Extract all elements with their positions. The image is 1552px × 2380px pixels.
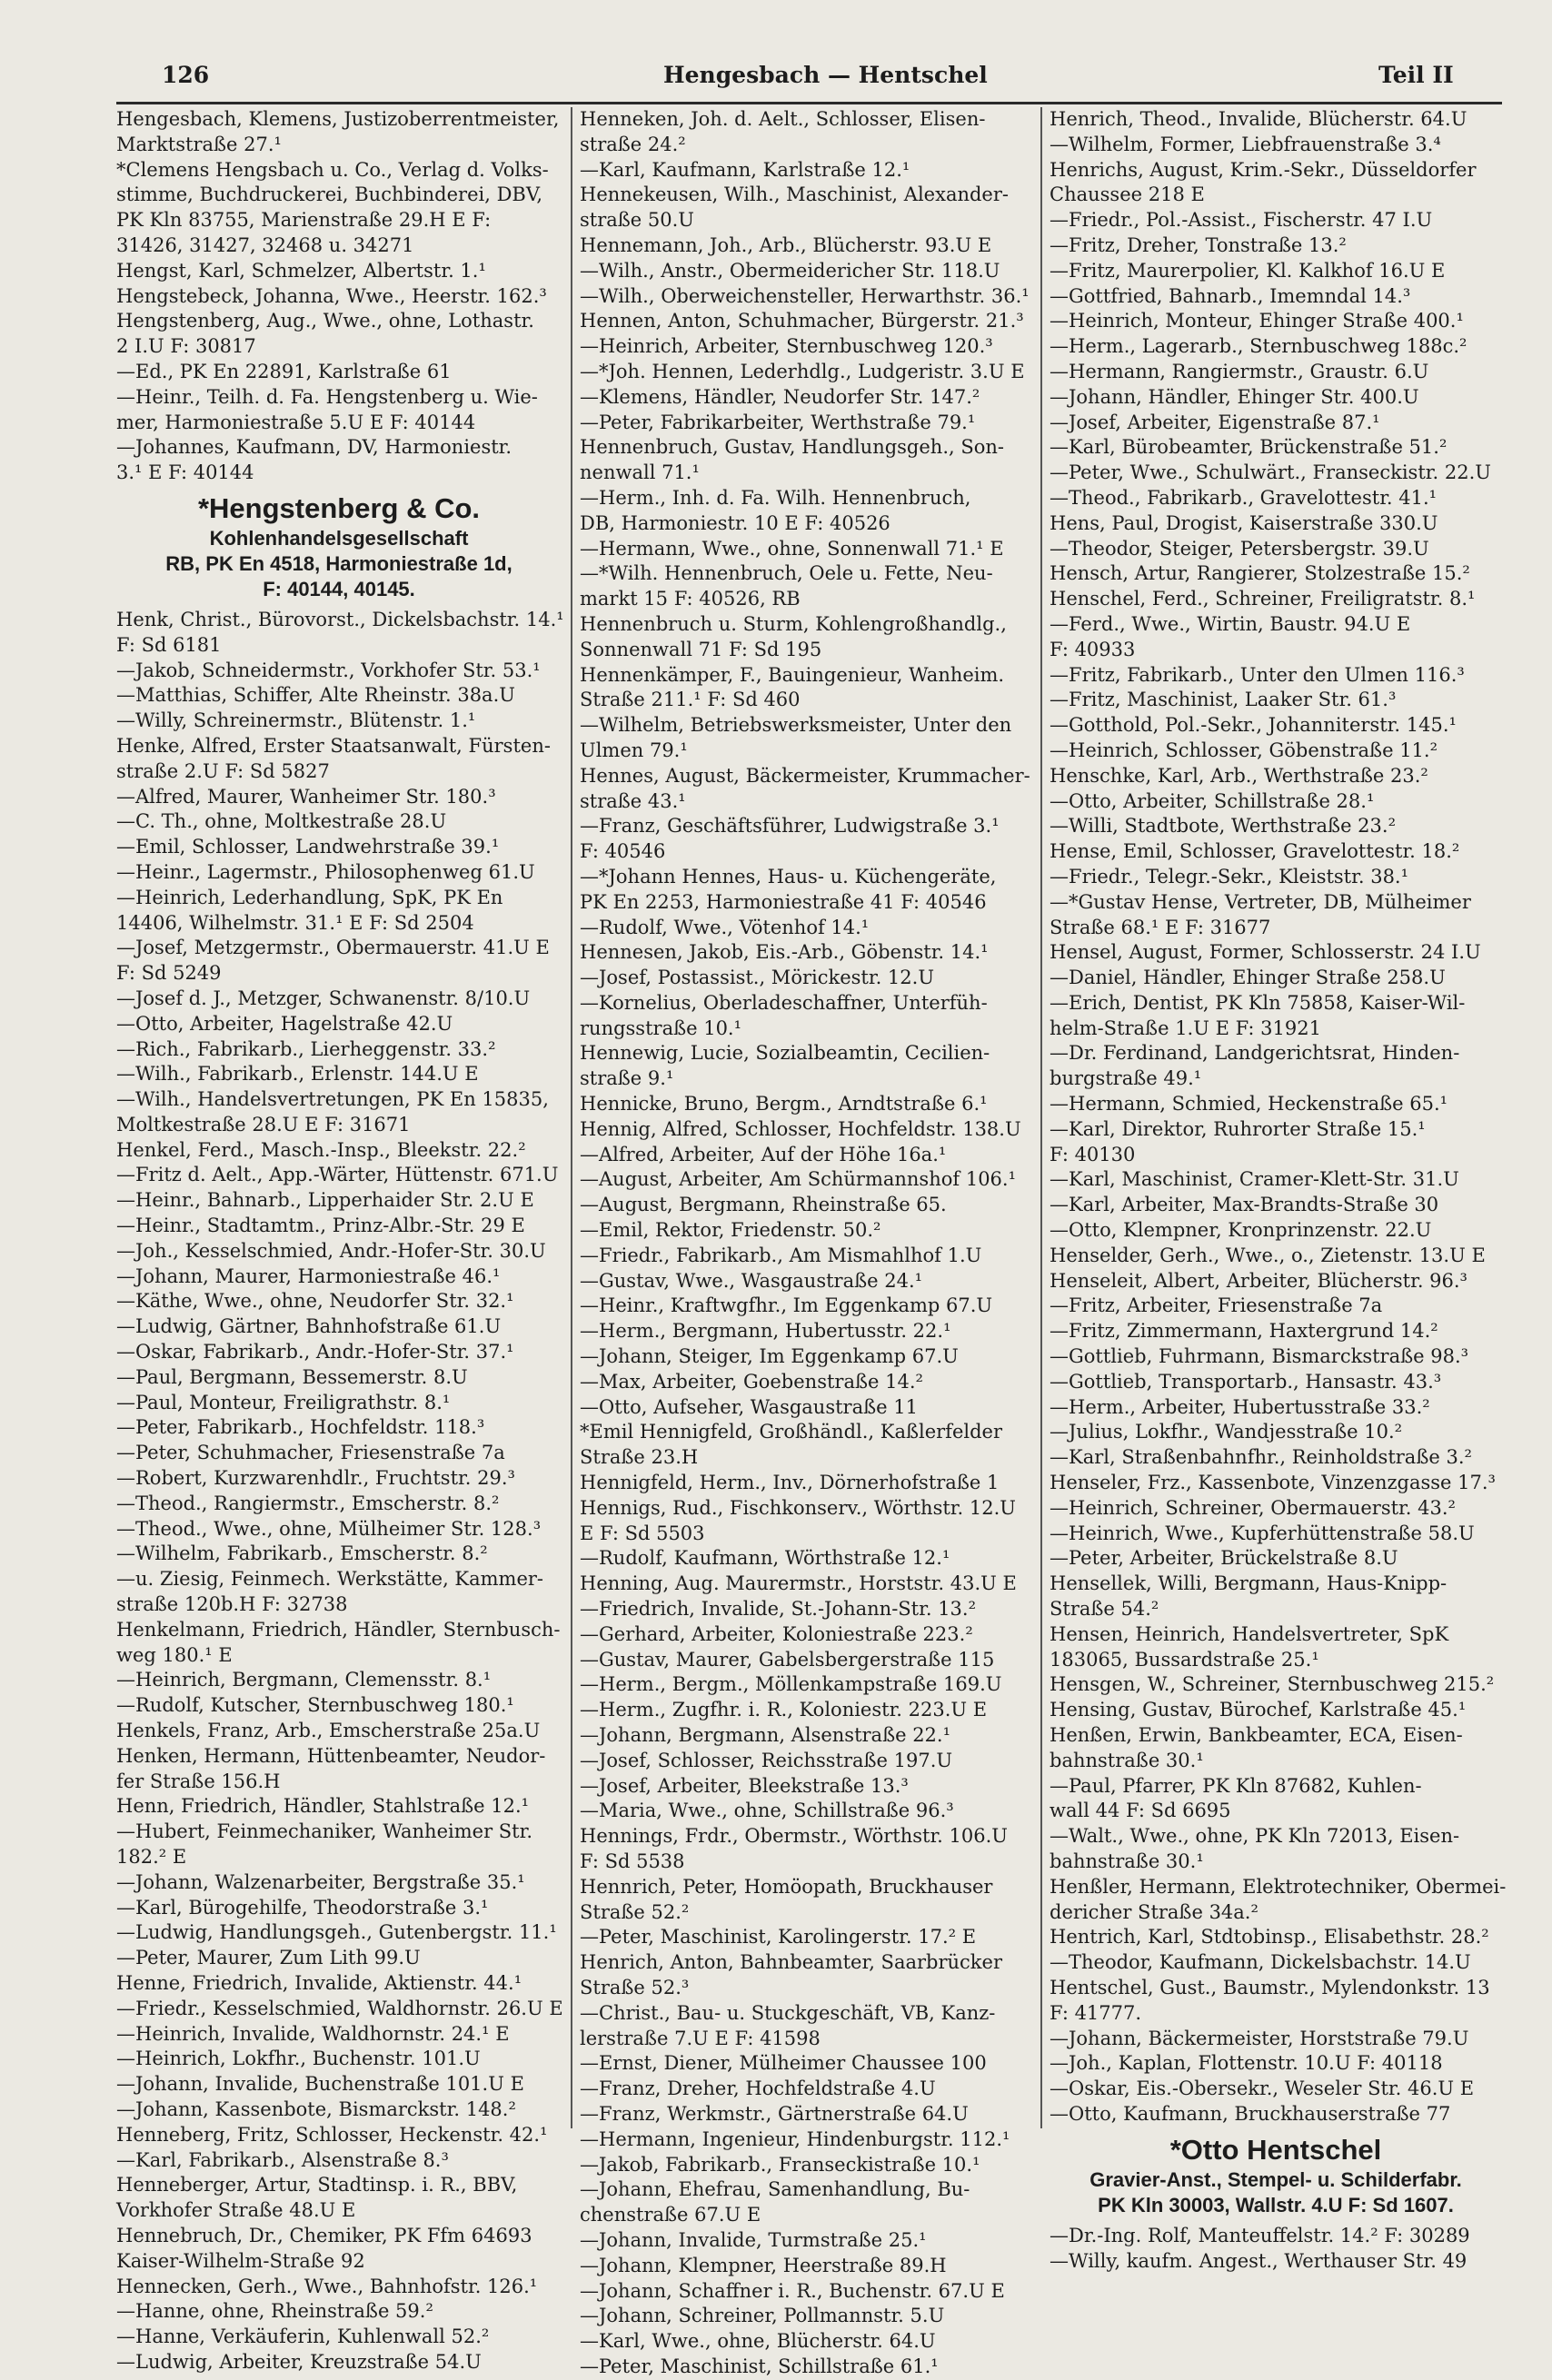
directory-entry: —Karl, Direktor, Ruhrorter Straße 15.¹ (1050, 1117, 1426, 1140)
directory-entry: —Wilh., Oberweichensteller, Herwarthstr. 36.¹ (580, 284, 1030, 307)
directory-entry: —Jakob, Schneidermstr., Vorkhofer Str. 53.¹ (116, 659, 541, 681)
directory-entry: —Fritz, Zimmermann, Haxtergrund 14.² (1050, 1320, 1438, 1343)
directory-entry: —Gustav, Wwe., Wasgaustraße 24.¹ (580, 1269, 923, 1292)
directory-entry: Hennigs, Rud., Fischkonserv., Wörthstr. 12.U (580, 1496, 1016, 1519)
directory-entry: —Friedr., Fabrikarb., Am Mismahlhof 1.U (580, 1244, 982, 1266)
directory-entry: —Johann, Maurer, Harmoniestraße 46.¹ (116, 1264, 501, 1287)
directory-entry: —Karl, Arbeiter, Max-Brandts-Straße 30 (1050, 1194, 1439, 1216)
directory-entry: markt 15 F: 40526, RB (580, 588, 801, 610)
column-3-entries-after (1050, 2224, 1502, 2275)
directory-entry: Marktstraße 27.¹ (116, 133, 282, 155)
directory-entry: —Wilhelm, Former, Liebfrauenstraße 3.⁴ (1050, 133, 1441, 155)
directory-entry: Hensen, Heinrich, Handelsvertreter, SpK (1050, 1622, 1449, 1645)
directory-entry: —Herm., Arbeiter, Hubertusstraße 33.² (1050, 1395, 1430, 1418)
directory-entry: F: Sd 5538 (580, 1849, 685, 1872)
directory-entry: straße 9.¹ (580, 1067, 674, 1090)
advert-otto-hentschel (1050, 2133, 1502, 2218)
directory-entry: —Karl, Bürobeamter, Brückenstraße 51.² (1050, 436, 1448, 459)
directory-entry: —Otto, Klempner, Kronprinzenstr. 22.U (1050, 1219, 1432, 1242)
directory-entry: straße 24.² (580, 133, 686, 155)
directory-entry: Straße 211.¹ F: Sd 460 (580, 689, 801, 711)
directory-entry: Henrich, Anton, Bahnbeamter, Saarbrücker (580, 1951, 1002, 1974)
directory-entry: Hengstenberg, Aug., Wwe., ohne, Lothastr. (116, 310, 534, 332)
advert-title: *Hengstenberg & Co. (197, 491, 481, 524)
column-divider (571, 107, 572, 2128)
directory-entry: E F: Sd 5503 (580, 1522, 705, 1544)
directory-entry: straße 120b.H F: 32738 (116, 1593, 348, 1616)
directory-entry: —Dr.-Ing. Rolf, Manteuffelstr. 14.² F: 30289 (1050, 2224, 1470, 2246)
directory-entry: —Wilh., Fabrikarb., Erlenstr. 144.U E (116, 1063, 479, 1086)
directory-entry: chenstraße 67.U E (580, 2204, 761, 2226)
directory-entry: Hens, Paul, Drogist, Kaiserstraße 330.U (1050, 511, 1438, 534)
directory-entry: —Ferd., Wwe., Wirtin, Baustr. 94.U E (1050, 612, 1411, 635)
column-divider (1040, 107, 1042, 2128)
directory-entry: Chaussee 218 E (1050, 183, 1205, 206)
directory-entry: —Fritz d. Aelt., App.-Wärter, Hüttenstr. 671.U (116, 1164, 559, 1186)
directory-entry: Moltkestraße 28.U E F: 31671 (116, 1113, 411, 1135)
directory-entry: —Johann, Bergmann, Alsenstraße 22.¹ (580, 1724, 951, 1746)
directory-entry: —Johann, Invalide, Turmstraße 25.¹ (580, 2228, 927, 2251)
directory-entry: —Oskar, Fabrikarb., Andr.-Hofer-Str. 37.¹ (116, 1341, 514, 1364)
advert-line: RB, PK En 4518, Harmoniestraße 1d, (165, 551, 512, 575)
directory-entry: —Christ., Bau- u. Stuckgeschäft, VB, Kanz- (580, 2001, 996, 2024)
directory-entry: —Ludwig, Gärtner, Bahnhofstraße 61.U (116, 1315, 502, 1338)
column-1-entries (116, 107, 562, 486)
directory-entry: —Fritz, Arbeiter, Friesenstraße 7a (1050, 1294, 1383, 1317)
directory-entry: —Karl, Bürogehilfe, Theodorstraße 3.¹ (116, 1896, 489, 1919)
directory-entry: —Karl, Straßenbahnfhr., Reinholdstraße 3.² (1050, 1446, 1472, 1469)
directory-entry: —Ludwig, Handlungsgeh., Gutenbergstr. 11.¹ (116, 1921, 557, 1944)
directory-entry: —Theodor, Kaufmann, Dickelsbachstr. 14.U (1050, 1951, 1471, 1974)
directory-entry: —Dr. Ferdinand, Landgerichtsrat, Hinden- (1050, 1042, 1460, 1065)
directory-entry: —Johann, Schreiner, Pollmannstr. 5.U (580, 2305, 945, 2327)
directory-entry: —Heinr., Teilh. d. Fa. Hengstenberg u. Wie- (116, 385, 538, 408)
directory-entry: DB, Harmoniestr. 10 E F: 40526 (580, 511, 890, 534)
directory-entry: —Herm., Bergm., Möllenkampstraße 169.U (580, 1673, 1002, 1696)
directory-entry: Henkel, Ferd., Masch.-Insp., Bleekstr. 22.² (116, 1138, 526, 1161)
directory-entry: —Heinr., Stadtamtm., Prinz-Albr.-Str. 29 E (116, 1215, 525, 1237)
column-3 (1050, 107, 1507, 2274)
directory-entry: —*Johann Hennes, Haus- u. Küchengeräte, (580, 865, 997, 888)
directory-entry: Hennebruch, Dr., Chemiker, PK Ffm 64693 (116, 2224, 532, 2246)
directory-entry: —Franz, Werkmstr., Gärtnerstraße 64.U (580, 2102, 969, 2125)
directory-entry: Hengst, Karl, Schmelzer, Albertstr. 1.¹ (116, 259, 486, 282)
directory-entry: F: Sd 6181 (116, 633, 222, 656)
directory-entry: —Erich, Dentist, PK Kln 75858, Kaiser-Wil- (1050, 991, 1466, 1014)
directory-entry: —Wilhelm, Betriebswerksmeister, Unter den (580, 714, 1012, 737)
directory-entry: —Karl, Maschinist, Cramer-Klett-Str. 31.U (1050, 1168, 1459, 1191)
directory-entry: —Alfred, Arbeiter, Auf der Höhe 16a.¹ (580, 1143, 947, 1165)
directory-entry: —Heinrich, Lederhandlung, SpK, PK En (116, 886, 503, 908)
advert-line: Gravier-Anst., Stempel- u. Schilderfabr. (1089, 2167, 1462, 2191)
directory-entry: —Peter, Maschinist, Schillstraße 61.¹ (580, 2355, 939, 2377)
directory-entry: —Gerhard, Arbeiter, Koloniestraße 223.² (580, 1622, 973, 1645)
directory-entry: —*Joh. Hennen, Lederhdlg., Ludgeristr. 3.U E (580, 360, 1025, 382)
directory-entry: nenwall 71.¹ (580, 461, 700, 484)
directory-entry: —Hermann, Rangiermstr., Graustr. 6.U (1050, 360, 1429, 382)
column-1 (116, 107, 562, 2375)
directory-entry: —Matthias, Schiffer, Alte Rheinstr. 38a.U (116, 684, 515, 707)
directory-entry: —Rudolf, Wwe., Vötenhof 14.¹ (580, 916, 870, 938)
directory-entry: Hennig, Alfred, Schlosser, Hochfeldstr. 138.U (580, 1117, 1021, 1140)
directory-entry: —Hubert, Feinmechaniker, Wanheimer Str. (116, 1820, 533, 1843)
directory-entry: Henselder, Gerh., Wwe., o., Zietenstr. 13.U E (1050, 1244, 1486, 1266)
directory-entry: —Theod., Wwe., ohne, Mülheimer Str. 128.³ (116, 1517, 542, 1540)
directory-entry: —Kornelius, Oberladeschaffner, Unterfüh- (580, 991, 988, 1014)
directory-entry: Hennenbruch u. Sturm, Kohlengroßhandlg., (580, 612, 1007, 635)
directory-entry: Hennen, Anton, Schuhmacher, Bürgerstr. 21.³ (580, 310, 1024, 332)
directory-entry: —Herm., Inh. d. Fa. Wilh. Hennenbruch, (580, 486, 971, 509)
directory-entry: —Rudolf, Kaufmann, Wörthstraße 12.¹ (580, 1547, 950, 1570)
directory-entry: Henken, Hermann, Hüttenbeamter, Neudor- (116, 1744, 546, 1767)
directory-entry: —Josef d. J., Metzger, Schwanenstr. 8/10.U (116, 987, 531, 1009)
directory-entry: —Heinr., Bahnarb., Lipperhaider Str. 2.U E (116, 1189, 534, 1212)
directory-entry: Henneberger, Artur, Stadtinsp. i. R., BBV, (116, 2174, 518, 2197)
directory-entry: —Theod., Rangiermstr., Emscherstr. 8.² (116, 1492, 500, 1514)
directory-entry: —August, Bergmann, Rheinstraße 65. (580, 1194, 947, 1216)
directory-entry: —Emil, Rektor, Friedenstr. 50.² (580, 1219, 881, 1242)
advert-title: *Otto Hentschel (1169, 2133, 1382, 2166)
directory-entry: —Josef, Schlosser, Reichsstraße 197.U (580, 1749, 953, 1771)
directory-entry: —Friedrich, Invalide, St.-Johann-Str. 13.² (580, 1598, 977, 1621)
directory-entry: —Wilh., Handelsvertretungen, PK En 15835, (116, 1088, 549, 1111)
directory-entry: —Fritz, Maurerpolier, Kl. Kalkhof 16.U E (1050, 259, 1446, 282)
directory-entry: —Heinrich, Invalide, Waldhornstr. 24.¹ E (116, 2022, 510, 2045)
directory-entry: —Karl, Wwe., ohne, Blücherstr. 64.U (580, 2330, 936, 2353)
directory-entry: 3.¹ E F: 40144 (116, 461, 254, 484)
directory-entry: Straße 54.² (1050, 1598, 1159, 1621)
directory-entry: —Paul, Pfarrer, PK Kln 87682, Kuhlen- (1050, 1774, 1422, 1797)
directory-entry: —Johann, Händler, Ehinger Str. 400.U (1050, 385, 1419, 408)
directory-entry: helm-Straße 1.U E F: 31921 (1050, 1016, 1321, 1039)
directory-entry: —Rich., Fabrikarb., Lierheggenstr. 33.² (116, 1037, 496, 1060)
directory-entry: Hensgen, W., Schreiner, Sternbuschweg 215.² (1050, 1673, 1495, 1696)
directory-entry: Hentrich, Karl, Stdtobinsp., Elisabethstr. 28.² (1050, 1926, 1489, 1949)
directory-entry: —Oskar, Eis.-Obersekr., Weseler Str. 46.U E (1050, 2078, 1475, 2100)
directory-entry: Hennewig, Lucie, Sozialbeamtin, Cecilien- (580, 1042, 990, 1065)
column-3-entries (1050, 107, 1507, 2127)
directory-entry: bahnstraße 30.¹ (1050, 1749, 1204, 1771)
directory-entry: —Walt., Wwe., ohne, PK Kln 72013, Eisen- (1050, 1825, 1460, 1848)
advert-line: F: 40144, 40145. (263, 577, 415, 600)
directory-entry: —Fritz, Maschinist, Laaker Str. 61.³ (1050, 689, 1397, 711)
directory-entry: —Franz, Geschäftsführer, Ludwigstraße 3.¹ (580, 815, 1000, 838)
advert-hengstenberg (116, 491, 562, 602)
directory-entry: Hensellek, Willi, Bergmann, Haus-Knipp- (1050, 1572, 1448, 1595)
column-1-entries-after (116, 608, 562, 2375)
directory-entry: 183065, Bussardstraße 25.¹ (1050, 1648, 1319, 1671)
directory-entry: rungsstraße 10.¹ (580, 1016, 742, 1039)
directory-entry: —Karl, Fabrikarb., Alsenstraße 8.³ (116, 2148, 449, 2171)
directory-entry: Henneberg, Fritz, Schlosser, Heckenstr. 42.¹ (116, 2123, 548, 2146)
directory-entry: —Karl, Kaufmann, Karlstraße 12.¹ (580, 158, 910, 181)
directory-entry: Hennicke, Bruno, Bergm., Arndtstraße 6.¹ (580, 1093, 988, 1116)
directory-entry: —Johann, Bäckermeister, Horststraße 79.U (1050, 2027, 1469, 2049)
directory-entry: —Josef, Postassist., Mörickestr. 12.U (580, 967, 935, 989)
directory-entry: —Rudolf, Kutscher, Sternbuschweg 180.¹ (116, 1694, 514, 1717)
directory-entry: Henning, Aug. Maurermstr., Horststr. 43.U E (580, 1572, 1017, 1595)
directory-entry: Henn, Friedrich, Händler, Stahlstraße 12.¹ (116, 1795, 530, 1818)
directory-entry: —Gottlieb, Fuhrmann, Bismarckstraße 98.³ (1050, 1345, 1469, 1368)
page-number: 126 (162, 62, 210, 88)
directory-entry: Hengstebeck, Johanna, Wwe., Heerstr. 162.³ (116, 284, 547, 307)
directory-entry: Henk, Christ., Bürovorst., Dickelsbachstr. 14.¹ (116, 608, 564, 630)
directory-entry: PK En 2253, Harmoniestraße 41 F: 40546 (580, 890, 987, 913)
directory-entry: —Johann, Steiger, Im Eggenkamp 67.U (580, 1345, 959, 1368)
directory-entry: —Gottfried, Bahnarb., Imemndal 14.³ (1050, 284, 1411, 307)
directory-entry: Hengesbach, Klemens, Justizoberrentmeister, (116, 108, 560, 130)
directory-entry: —Otto, Kaufmann, Bruckhauserstraße 77 (1050, 2102, 1451, 2125)
directory-entry: —Heinr., Lagermstr., Philosophenweg 61.U (116, 860, 535, 883)
directory-entry: —Maria, Wwe., ohne, Schillstraße 96.³ (580, 1800, 954, 1822)
column-2 (580, 107, 1030, 2380)
directory-entry: —Emil, Schlosser, Landwehrstraße 39.¹ (116, 836, 500, 858)
directory-entry: —Johann, Schaffner i. R., Buchenstr. 67.U E (580, 2279, 1005, 2302)
directory-entry: Henschel, Ferd., Schreiner, Freiligratstr. 8.¹ (1050, 588, 1476, 610)
directory-entry: Hennings, Frdr., Obermstr., Wörthstr. 106.U (580, 1825, 1008, 1848)
directory-entry: —Gustav, Maurer, Gabelsbergerstraße 115 (580, 1648, 995, 1671)
directory-entry: —Johann, Kassenbote, Bismarckstr. 148.² (116, 2097, 516, 2120)
directory-entry: —Hermann, Ingenieur, Hindenburgstr. 112.¹ (580, 2127, 1010, 2150)
directory-entry: Henseler, Frz., Kassenbote, Vinzenzgasse 17.³ (1050, 1472, 1496, 1494)
directory-entry: —u. Ziesig, Feinmech. Werkstätte, Kammer- (116, 1568, 544, 1591)
directory-entry: Hennenkämper, F., Bauingenieur, Wanheim. (580, 663, 1005, 686)
directory-entry: —Fritz, Dreher, Tonstraße 13.² (1050, 233, 1347, 256)
directory-entry: —Willy, kaufm. Angest., Werthauser Str. 49 (1050, 2249, 1467, 2272)
directory-entry: straße 2.U F: Sd 5827 (116, 759, 330, 782)
directory-entry: —Heinrich, Wwe., Kupferhüttenstraße 58.U (1050, 1522, 1475, 1544)
directory-entry: Henßler, Hermann, Elektrotechniker, Obermei- (1050, 1875, 1507, 1898)
directory-entry: Hensing, Gustav, Bürochef, Karlstraße 45.¹ (1050, 1699, 1467, 1721)
directory-entry: —Josef, Arbeiter, Bleekstraße 13.³ (580, 1774, 909, 1797)
directory-entry: F: 40546 (580, 840, 666, 863)
directory-entry: F: Sd 5249 (116, 962, 222, 985)
directory-entry: Vorkhofer Straße 48.U E (116, 2199, 356, 2222)
directory-entry: —Franz, Dreher, Hochfeldstraße 4.U (580, 2078, 936, 2100)
directory-entry: Hennenbruch, Gustav, Handlungsgeh., Son- (580, 436, 1005, 459)
advert-line: Kohlenhandelsgesellschaft (209, 526, 469, 550)
directory-entry: —Josef, Arbeiter, Eigenstraße 87.¹ (1050, 411, 1380, 433)
directory-entry: —Peter, Fabrikarbeiter, Werthstraße 79.¹ (580, 411, 976, 433)
directory-entry: —Paul, Bergmann, Bessemerstr. 8.U (116, 1365, 468, 1388)
directory-entry: Henneken, Joh. d. Aelt., Schlosser, Elisen- (580, 108, 986, 130)
directory-entry: Hennekeusen, Wilh., Maschinist, Alexander- (580, 183, 1009, 206)
directory-entry: Henkels, Franz, Arb., Emscherstraße 25a.U (116, 1720, 541, 1742)
directory-entry: Straße 52.² (580, 1900, 690, 1923)
directory-entry: —*Wilh. Hennenbruch, Oele u. Fette, Neu- (580, 562, 993, 585)
directory-entry: Hentschel, Gust., Baumstr., Mylendonkstr. 13 (1050, 1976, 1490, 1998)
directory-entry: —Hanne, ohne, Rheinstraße 59.² (116, 2300, 433, 2323)
directory-entry: —Gotthold, Pol.-Sekr., Johanniterstr. 145.¹ (1050, 714, 1457, 737)
directory-entry: —Klemens, Händler, Neudorfer Str. 147.² (580, 385, 980, 408)
directory-entry: —Johann, Walzenarbeiter, Bergstraße 35.¹ (116, 1870, 525, 1893)
directory-entry: Straße 68.¹ E F: 31677 (1050, 916, 1271, 938)
directory-entry: dericher Straße 34a.² (1050, 1900, 1259, 1923)
directory-entry: Hennesen, Jakob, Eis.-Arb., Göbenstr. 14.¹ (580, 941, 989, 964)
directory-entry: lerstraße 7.U E F: 41598 (580, 2027, 821, 2049)
directory-entry: —Gottlieb, Transportarb., Hansastr. 43.³ (1050, 1370, 1442, 1393)
directory-entry: fer Straße 156.H (116, 1770, 281, 1792)
directory-entry: stimme, Buchdruckerei, Buchbinderei, DBV, (116, 183, 543, 206)
directory-entry: —Johannes, Kaufmann, DV, Harmoniestr. (116, 436, 512, 459)
directory-entry: —Heinrich, Schlosser, Göbenstraße 11.² (1050, 739, 1438, 761)
directory-entry: —Hermann, Schmied, Heckenstraße 65.¹ (1050, 1093, 1448, 1116)
directory-entry: —Heinrich, Arbeiter, Sternbuschweg 120.³ (580, 335, 993, 358)
directory-entry: —Peter, Schuhmacher, Friesenstraße 7a (116, 1442, 505, 1464)
directory-entry: Henne, Friedrich, Invalide, Aktienstr. 44.¹ (116, 1971, 522, 1994)
directory-entry: —Hermann, Wwe., ohne, Sonnenwall 71.¹ E (580, 537, 1004, 560)
directory-entry: —Käthe, Wwe., ohne, Neudorfer Str. 32.¹ (116, 1290, 514, 1313)
directory-entry: —Peter, Maurer, Zum Lith 99.U (116, 1947, 421, 1969)
directory-entry: —Herm., Lagerarb., Sternbuschweg 188c.² (1050, 335, 1467, 358)
directory-entry: —Friedr., Telegr.-Sekr., Kleiststr. 38.¹ (1050, 865, 1409, 888)
directory-entry: —Hanne, Verkäuferin, Kuhlenwall 52.² (116, 2325, 490, 2348)
directory-entry: —Heinrich, Monteur, Ehinger Straße 400.¹ (1050, 310, 1464, 332)
directory-entry: —Heinrich, Lokfhr., Buchenstr. 101.U (116, 2048, 481, 2070)
directory-entry: —Max, Arbeiter, Goebenstraße 14.² (580, 1370, 923, 1393)
directory-entry: —Otto, Arbeiter, Hagelstraße 42.U (116, 1012, 453, 1035)
header-rule (116, 102, 1502, 104)
directory-entry: 14406, Wilhelmstr. 31.¹ E F: Sd 2504 (116, 911, 474, 934)
directory-entry: —Theod., Fabrikarb., Gravelottestr. 41.¹ (1050, 486, 1438, 509)
directory-entry: Henseleit, Albert, Arbeiter, Blücherstr. 96.³ (1050, 1269, 1467, 1292)
directory-entry: Hennemann, Joh., Arb., Blücherstr. 93.U E (580, 233, 992, 256)
directory-entry: —Paul, Monteur, Freiligrathstr. 8.¹ (116, 1391, 451, 1413)
directory-entry: Straße 23.H (580, 1446, 699, 1469)
directory-entry: F: 40130 (1050, 1143, 1136, 1165)
directory-entry: F: 40933 (1050, 638, 1136, 660)
directory-entry: —Otto, Arbeiter, Schillstraße 28.¹ (1050, 789, 1375, 812)
directory-entry: Henrich, Theod., Invalide, Blücherstr. 64.U (1050, 108, 1467, 130)
directory-entry: —Alfred, Maurer, Wanheimer Str. 180.³ (116, 785, 496, 808)
directory-entry: F: 41777. (1050, 2001, 1142, 2024)
directory-entry: burgstraße 49.¹ (1050, 1067, 1202, 1090)
directory-entry: —Johann, Ehefrau, Samenhandlung, Bu- (580, 2178, 970, 2201)
directory-entry: —Friedr., Kesselschmied, Waldhornstr. 26.U E (116, 1997, 563, 2019)
directory-entry: —Robert, Kurzwarenhdlr., Fruchtstr. 29.³ (116, 1467, 515, 1490)
directory-entry: mer, Harmoniestraße 5.U E F: 40144 (116, 411, 476, 433)
directory-entry: —Otto, Aufseher, Wasgaustraße 11 (580, 1395, 918, 1418)
running-head: Hengesbach — Hentschel (663, 62, 988, 88)
directory-entry: Hennigfeld, Herm., Inv., Dörnerhofstraße 1 (580, 1472, 1000, 1494)
directory-entry: Hennrich, Peter, Homöopath, Bruckhauser (580, 1875, 993, 1898)
directory-entry: Hennecken, Gerh., Wwe., Bahnhofstr. 126.¹ (116, 2275, 538, 2297)
directory-entry: 2 I.U F: 30817 (116, 335, 256, 358)
directory-entry: straße 50.U (580, 209, 694, 232)
directory-entry: bahnstraße 30.¹ (1050, 1849, 1204, 1872)
directory-entry: —Ernst, Diener, Mülheimer Chaussee 100 (580, 2052, 987, 2075)
directory-entry: Henschke, Karl, Arb., Werthstraße 23.² (1050, 764, 1428, 787)
directory-entry: —Herm., Zugfhr. i. R., Koloniestr. 223.U E (580, 1699, 988, 1721)
directory-entry: 182.² E (116, 1846, 187, 1868)
directory-entry: Henßen, Erwin, Bankbeamter, ECA, Eisen- (1050, 1724, 1463, 1746)
directory-entry: —Ludwig, Arbeiter, Kreuzstraße 54.U (116, 2350, 482, 2373)
directory-entry: —Ed., PK En 22891, Karlstraße 61 (116, 360, 452, 382)
advert-line: PK Kln 30003, Wallstr. 4.U F: Sd 1607. (1098, 2193, 1454, 2216)
directory-entry: —Herm., Bergmann, Hubertusstr. 22.¹ (580, 1320, 951, 1343)
directory-entry: Straße 52.³ (580, 1976, 690, 1998)
directory-entry: weg 180.¹ E (116, 1643, 233, 1666)
directory-entry: Henkelmann, Friedrich, Händler, Sternbusch- (116, 1618, 561, 1641)
directory-entry: —Friedr., Pol.-Assist., Fischerstr. 47 I.U (1050, 209, 1433, 232)
directory-entry: Sonnenwall 71 F: Sd 195 (580, 638, 822, 660)
directory-entry: —Heinr., Kraftwgfhr., Im Eggenkamp 67.U (580, 1294, 993, 1317)
directory-entry: Hensch, Artur, Rangierer, Stolzestraße 15.² (1050, 562, 1470, 585)
directory-entry: —Peter, Wwe., Schulwärt., Franseckistr. 22.U (1050, 461, 1491, 484)
directory-entry: —Peter, Fabrikarb., Hochfeldstr. 118.³ (116, 1416, 485, 1439)
directory-entry: —Willy, Schreinermstr., Blütenstr. 1.¹ (116, 709, 476, 732)
directory-entry: Ulmen 79.¹ (580, 739, 688, 761)
directory-entry: Hensel, August, Former, Schlosserstr. 24 I.U (1050, 941, 1481, 964)
directory-entry: —Wilh., Anstr., Obermeidericher Str. 118.U (580, 259, 1000, 282)
directory-entry: 31426, 31427, 32468 u. 34271 (116, 233, 414, 256)
directory-entry: —Joh., Kesselschmied, Andr.-Hofer-Str. 30.U (116, 1239, 546, 1262)
directory-entry: Henke, Alfred, Erster Staatsanwalt, Fürsten- (116, 734, 551, 757)
directory-entry: —*Gustav Hense, Vertreter, DB, Mülheimer (1050, 890, 1471, 913)
directory-entry: —Heinrich, Bergmann, Clemensstr. 8.¹ (116, 1669, 492, 1691)
section-label: Teil II (1378, 62, 1454, 88)
directory-entry: —Julius, Lokfhr., Wandjesstraße 10.² (1050, 1421, 1403, 1443)
directory-entry: —Peter, Maschinist, Karolingerstr. 17.² E (580, 1926, 977, 1949)
directory-entry: —C. Th., ohne, Moltkestraße 28.U (116, 810, 447, 833)
directory-entry: *Clemens Hengsbach u. Co., Verlag d. Volks- (116, 158, 549, 181)
directory-entry: —Peter, Arbeiter, Brückelstraße 8.U (1050, 1547, 1398, 1570)
directory-entry: Henrichs, August, Krim.-Sekr., Düsseldorfer (1050, 158, 1477, 181)
directory-entry: PK Kln 83755, Marienstraße 29.H E F: (116, 209, 492, 232)
directory-entry: wall 44 F: Sd 6695 (1050, 1800, 1231, 1822)
directory-entry: Hense, Emil, Schlosser, Gravelottestr. 18.² (1050, 840, 1460, 863)
directory-entry: —Heinrich, Schreiner, Obermauerstr. 43.² (1050, 1496, 1456, 1519)
directory-entry: —Joh., Kaplan, Flottenstr. 10.U F: 40118 (1050, 2052, 1443, 2075)
directory-entry: —Wilhelm, Fabrikarb., Emscherstr. 8.² (116, 1542, 488, 1565)
directory-entry: —Johann, Klempner, Heerstraße 89.H (580, 2254, 947, 2276)
directory-entry: Hennes, August, Bäckermeister, Krummacher- (580, 764, 1030, 787)
directory-entry: —Josef, Metzgermstr., Obermauerstr. 41.U E (116, 937, 550, 959)
directory-entry: —Jakob, Fabrikarb., Franseckistraße 10.¹ (580, 2153, 980, 2176)
directory-entry: —Willi, Stadtbote, Werthstraße 23.² (1050, 815, 1396, 838)
directory-entry: —Johann, Invalide, Buchenstraße 101.U E (116, 2073, 524, 2096)
directory-entry: *Emil Hennigfeld, Großhändl., Kaßlerfelder (580, 1421, 1002, 1443)
directory-entry: —Theodor, Steiger, Petersbergstr. 39.U (1050, 537, 1429, 560)
directory-entry: Kaiser-Wilhelm-Straße 92 (116, 2249, 365, 2272)
directory-entry: —Fritz, Fabrikarb., Unter den Ulmen 116.³ (1050, 663, 1465, 686)
column-2-entries (580, 107, 1030, 2380)
directory-entry: —Daniel, Händler, Ehinger Straße 258.U (1050, 967, 1446, 989)
directory-entry: straße 43.¹ (580, 789, 686, 812)
directory-entry: —August, Arbeiter, Am Schürmannshof 106.¹ (580, 1168, 1017, 1191)
